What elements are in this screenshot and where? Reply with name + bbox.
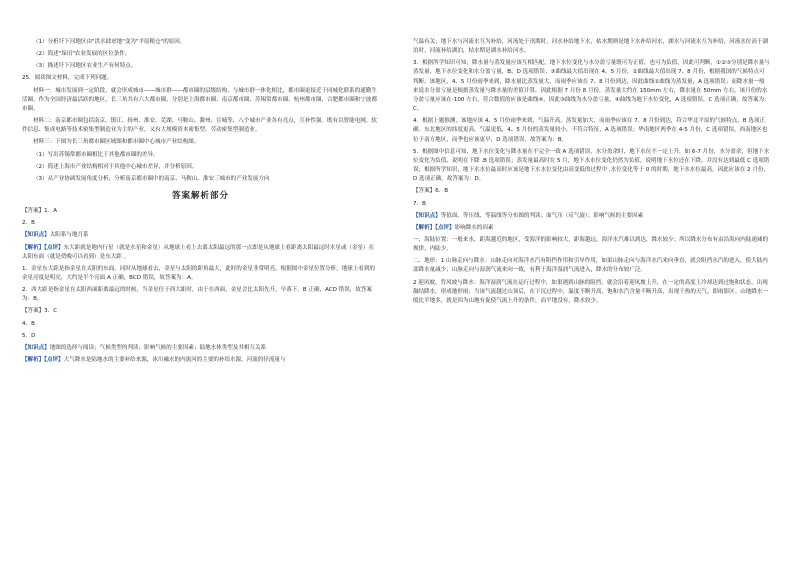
factor-sea-land: 一、海陆位置：一般来水，距海越近的地区，受海洋的影响较大，距海越远，海洋水汽难以到达，降水较少；所以降水分布有由沿海向内陆递减的规律，内陆少。 xyxy=(413,236,768,253)
q25-material-2: 材料二：南京都市圈包括南京、镇江、扬州、淮安、芜湖、马鞍山、滁州、宣城等，八个城市产业各有亮点，互补性强。既有以智能电网、软件信息、集成电路等技术密集型制造业为主的产业，又有大规模资本密集型、劳动密集型制造业。 xyxy=(22,118,377,134)
q24-sub-1: （1）分析圩下河地区由"洪水肆虐地"变为"平原粮仓"的原因。 xyxy=(33,39,186,45)
knowledge-point-2 xyxy=(22,344,379,353)
q25-material-1: 材料一：城市发展到一定阶段，就会形成城市——城市群——都市圈的层级结构，与城市群一体化相比，都市圈更接近于同城化联系的通勤生活圈。作为全国经济最活跃的地区，长三角共有六大都市圈，分别是上海都市圈、南京都市圈、苏锡常都市圈、杭州都市圈、合肥都市圈和宁波都市圈。 xyxy=(22,87,377,112)
q25-sub-1: （1）写出苏锡常都市圈相比于其他都市圈的差异。 xyxy=(33,151,159,158)
knowledge-point-text: 地图的选择与阅读；气候类型的判读；影响气候的主要因素；陆地水体类型及其相互关系 xyxy=(49,344,267,351)
explanation-tag: 【解析】【点评】 xyxy=(22,357,64,364)
knowledge-point-3 xyxy=(413,212,770,221)
explanation-text: 影响降水的因素 xyxy=(454,224,494,231)
answer-4: 4．B xyxy=(22,320,35,327)
answer-3: 【答案】3．C xyxy=(22,308,58,315)
explanation-text: 东大距就是地内行星（就是水星和金星）从地球上看上去离太阳最远的那一点即是从地球上看距离太阳最远时水星或（金星）在太阳东面（就是傍晚可以看到）是东大距 。 xyxy=(22,244,375,260)
factor-windward-leeward: 2 迎风坡、背风坡与降水：海洋湿润气流在运行过程中，如果遇到山脉的阻挡，就会沿着迎风坡上升，在一定的高度上冷却达到过饱和状态，出现凝结降水，形成地形雨；当该气流越过山顶后，在下沉过程中，温度不断升高，饱和水汽含量不断升高，出现干热的天气，即雨影区。山地降水一般比平地多，就是因为山地有促使气流上升的条件，而平地没有，降水较少。 xyxy=(413,279,768,304)
explanation-1-part-1: 1．金星东大距是指金星在太阳的东面，同时从地球看去，金星与太阳的距角最大，此时的金星非常明亮，根据图中金星位置分析，地球上看到的金星亮度是明亮，大约是半个亮面 A 正确，BCD 错误，故答案为：A。 xyxy=(22,265,375,281)
q25-sub-3: （3）从产业协调发展角度分析，分析南京都市圈中的南京、马鞍山、淮安三城市的产业发展方向 xyxy=(33,175,270,182)
explanation-text: 大气降水是陆地水的主要补给来源，冰川融水的内流河的主要的补给水源，河流的径流量与 xyxy=(63,357,286,364)
left-column xyxy=(22,38,379,554)
explanation-2 xyxy=(22,356,379,365)
knowledge-point-text: 太阳系与地月系 xyxy=(49,232,89,239)
q25-heading: 25．阅读图文材料，完成下列问题。 xyxy=(22,75,113,82)
knowledge-point-tag: 【知识点】 xyxy=(22,232,50,239)
explanation-q5: 5．根据图中信息可知，地下水位变化与降水量在不完全一致 A 选项错误，水分盈余时，地下水位不一定上升，如 6-7 月份，水分盈余，但地下水位变化为负值，说明在下降 ,B 选项错误；蒸发量最高时在 5 月，地下水水位变化仍然为负值，说明地下水位还在下降，并没有达到最低 C 选项错误；根据所学知识，地下水水位最高时应该是地下水水位变化由高变低的过程中 ,水位变化等于 0 的时期，地下水水位最高，因此应该在 2 月份，D 选项正确，故答案为：D。 xyxy=(413,148,770,183)
answer-section-title: 答案解析部分 xyxy=(171,191,229,202)
q24-sub-2: （2）简述"垛田"农业发展的区位条件。 xyxy=(33,51,131,58)
explanation-2-continued: 气温有关；地下水与河流水互为补给，河流处于汛期时，河水补给地下水，枯水期则是地下水补给河水，湖水与河流水互为补给，河流水位高于湖泊时，河流补给湖泊，枯水期是湖水补给河水。 xyxy=(413,39,768,55)
explanation-1-part-2: 2．西大距是指金星在太阳西面距离最远的时候，当金星位于西大距时，由于在西面，金星会比太阳先升，早落下。B 正确，ACD 错误，故答案为：B。 xyxy=(22,287,372,303)
answer-6: 【答案】6．B xyxy=(413,188,449,195)
answer-1: 【答案】1．A xyxy=(22,208,58,215)
knowledge-point-tag: 【知识点】 xyxy=(22,344,50,351)
explanation-tag: 【解析】【点评】 xyxy=(22,244,64,251)
explanation-tag: 【解析】【点评】 xyxy=(413,224,455,231)
knowledge-point-tag: 【知识点】 xyxy=(413,212,441,219)
knowledge-point-text: 等值面、等压线、等温线等分布图的判读；面气压（反气旋）；影响气候的主要因素 xyxy=(440,212,644,219)
q25-material-3: 材料三：下图为长三角都市圈区域图和都市圈中心城市产业结构图。 xyxy=(33,139,200,146)
right-column xyxy=(413,38,770,554)
answer-5: 5．D xyxy=(22,332,36,339)
q24-sub-3: （3）描述圩下河地区农业生产有何特点。 xyxy=(33,63,137,70)
explanation-q4: 4．根据上题推测，该地应该 4、5 月份雨季来到，气温升高，蒸发量加大，而雨季应该在 7、8 月份到达，符合华北平原的气候特点，B 选项正确。东北地区的纬度更高，气温更低，4、5 月份的蒸发量较小，不符合特征，A 选项错误；华南地区两季在 4-5 月份，C 选项错误，西南地区也位于南方地区，而季也应该更早，D 选项错误，故答案为：B。 xyxy=(413,118,768,143)
answer-2: 2．B xyxy=(22,220,35,227)
factor-terrain-mountains: 二、地形：1 山脉走向与降水：山脉走向对海洋水汽有阻挡作用和引导作用，如果山脉走向与海洋水汽来向垂直，就会阻挡水汽的进入，使大陆内部降水量减少；山脉走向与湿润气流来向一致，有利于海洋湿润气流进入，降水的分布较广泛。 xyxy=(413,258,768,274)
q25-sub-2: （2）简述上海市产业结构相对于其他中心城市差异，并分析原因。 xyxy=(33,163,198,170)
explanation-q3: 3．根据所学知识可知，降水量与蒸发量应该互相匹配，地下水位变化与水分盈亏量既可为正值，也可为负值，因此可判断，①②③分别是降水量与蒸发量、地下水位变化和水分盈亏量，B、D 选项错误；③曲线最大值出现在 4、5 月份，②曲线最大值出现 7、8 月份，根据我国的气候特点可判断，该地区，4、5 月份雨季来到，降水量比蒸发量大，而雨季应该在 7、8 月份到达，因此曲线①曲线为蒸发量，A 选项错误；而降水量一般来说水分盈亏量是根据蒸发量与降水量的差值计算，因此根据 7 月份 8 月份，蒸发量大约在 150mm 左右，降水量在 50mm 左右，该月份的水分盈亏量应该在-100 左右，符合数值的应该是曲线④，因此③曲线为水分盈亏量，④曲线为地下水位变化，A 选项错误，C 选项正确，故答案为：C。 xyxy=(413,60,770,113)
explanation-3 xyxy=(413,224,770,233)
answer-7: 7．B xyxy=(413,200,426,207)
explanation-1 xyxy=(22,244,379,262)
knowledge-point-1 xyxy=(22,231,379,240)
